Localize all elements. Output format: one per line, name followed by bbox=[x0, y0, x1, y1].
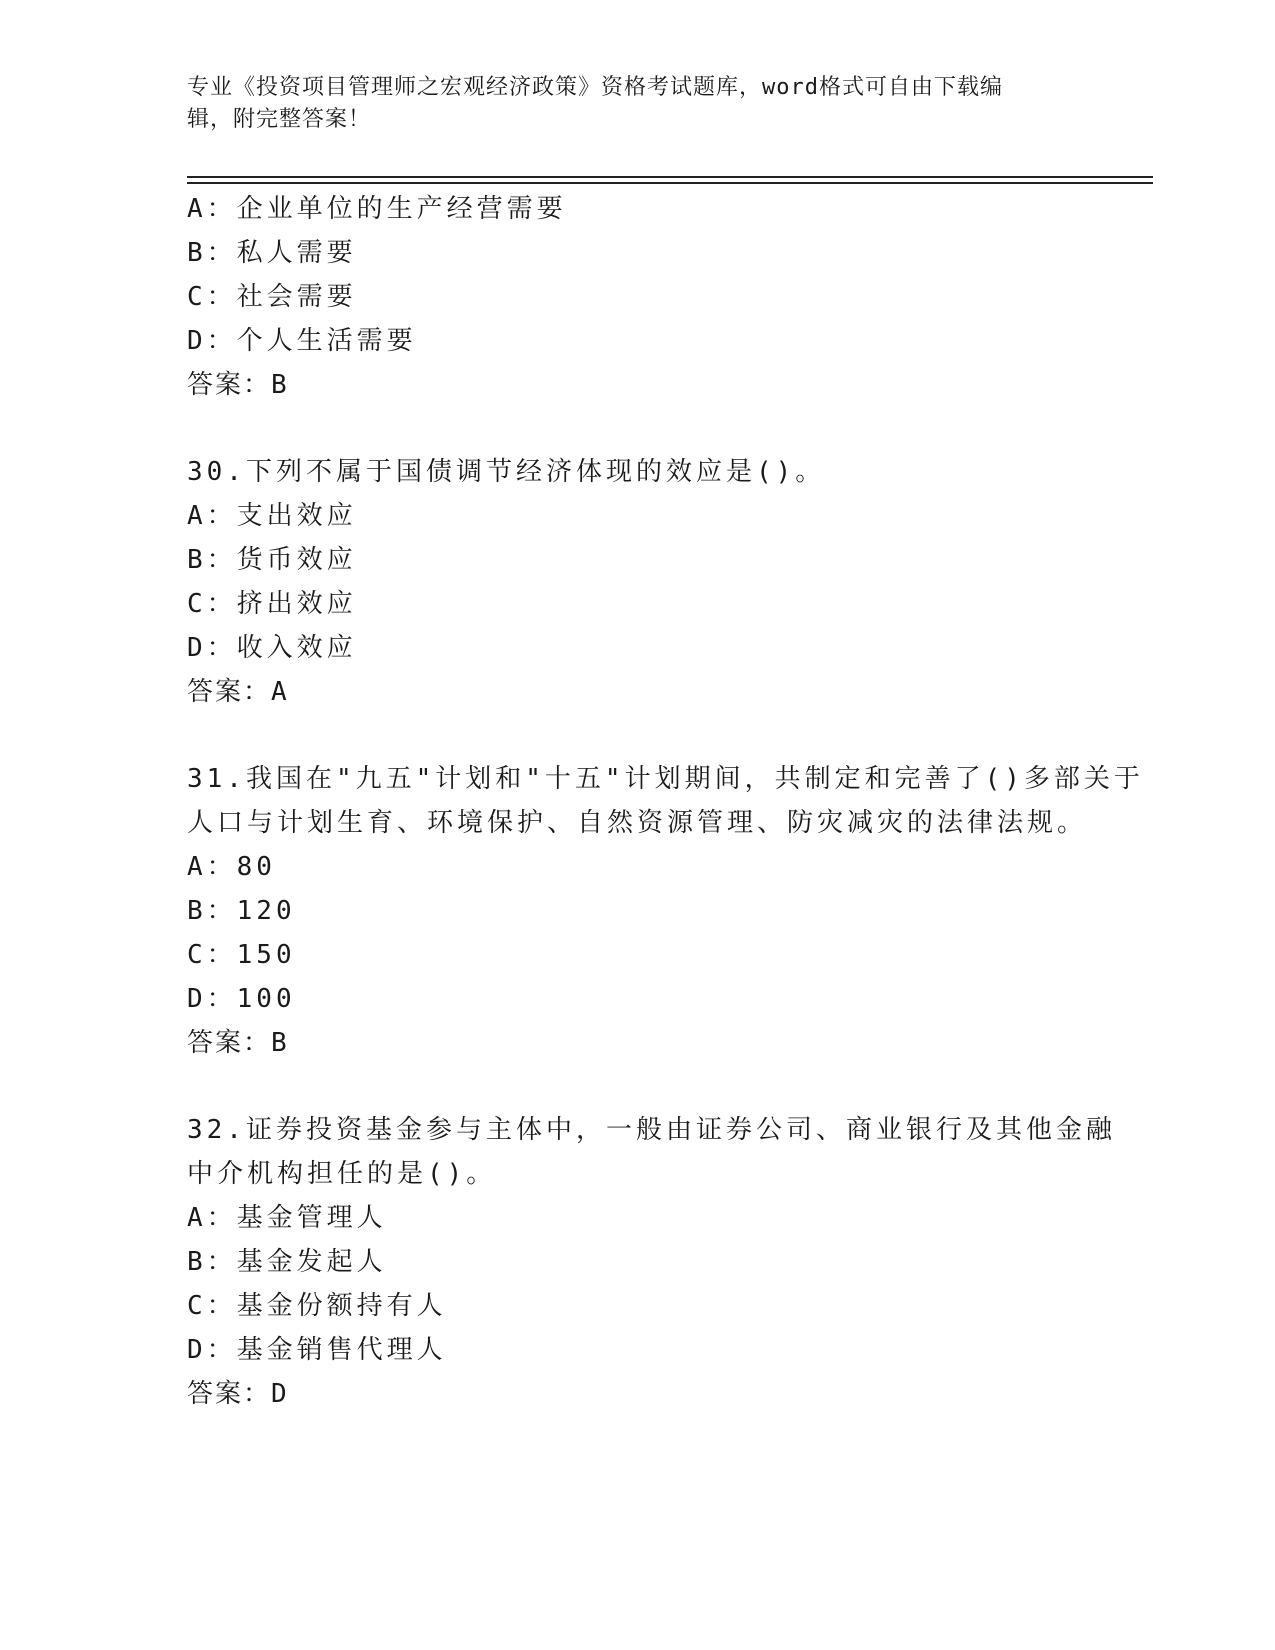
q32-option-c: C：基金份额持有人 bbox=[187, 1291, 447, 1321]
prev-option-d: D：个人生活需要 bbox=[187, 326, 417, 356]
q31-option-d: D：100 bbox=[187, 984, 296, 1014]
q30-option-d: D：收入效应 bbox=[187, 633, 357, 663]
document-header bbox=[187, 72, 1067, 136]
prev-option-c: C：社会需要 bbox=[187, 282, 357, 312]
prev-option-a: A：企业单位的生产经营需要 bbox=[187, 194, 567, 224]
q32-option-b: B：基金发起人 bbox=[187, 1247, 387, 1277]
q32-answer: 答案：D bbox=[187, 1379, 289, 1409]
q31-option-b: B：120 bbox=[187, 896, 296, 926]
q30-option-a: A：支出效应 bbox=[187, 501, 357, 531]
q31-stem-line-2: 人口与计划生育、环境保护、自然资源管理、防灾减灾的法律法规。 bbox=[187, 808, 1088, 838]
q32-option-d: D：基金销售代理人 bbox=[187, 1335, 447, 1365]
prev-answer: 答案：B bbox=[187, 370, 289, 400]
q32-stem-line-1: 32.证券投资基金参与主体中，一般由证券公司、商业银行及其他金融 bbox=[187, 1115, 1116, 1145]
header-line-2: 辑，附完整答案！ bbox=[187, 107, 372, 132]
header-divider-top bbox=[187, 176, 1153, 178]
prev-option-b: B：私人需要 bbox=[187, 238, 357, 268]
q31-option-c: C：150 bbox=[187, 940, 296, 970]
q30-stem-line-1: 30.下列不属于国债调节经济体现的效应是()。 bbox=[187, 457, 826, 487]
q31-option-a: A：80 bbox=[187, 852, 276, 882]
q32-option-a: A：基金管理人 bbox=[187, 1203, 387, 1233]
header-line-1: 专业《投资项目管理师之宏观经济政策》资格考试题库，word格式可自由下载编 bbox=[187, 75, 1003, 100]
q30-option-b: B：货币效应 bbox=[187, 545, 357, 575]
q31-stem-line-1: 31.我国在"九五"计划和"十五"计划期间，共制定和完善了()多部关于 bbox=[187, 764, 1144, 794]
header-divider-bottom bbox=[187, 182, 1153, 184]
q30-option-c: C：挤出效应 bbox=[187, 589, 357, 619]
q32-stem-line-2: 中介机构担任的是()。 bbox=[187, 1159, 497, 1189]
q31-answer: 答案：B bbox=[187, 1028, 289, 1058]
q30-answer: 答案：A bbox=[187, 677, 289, 707]
